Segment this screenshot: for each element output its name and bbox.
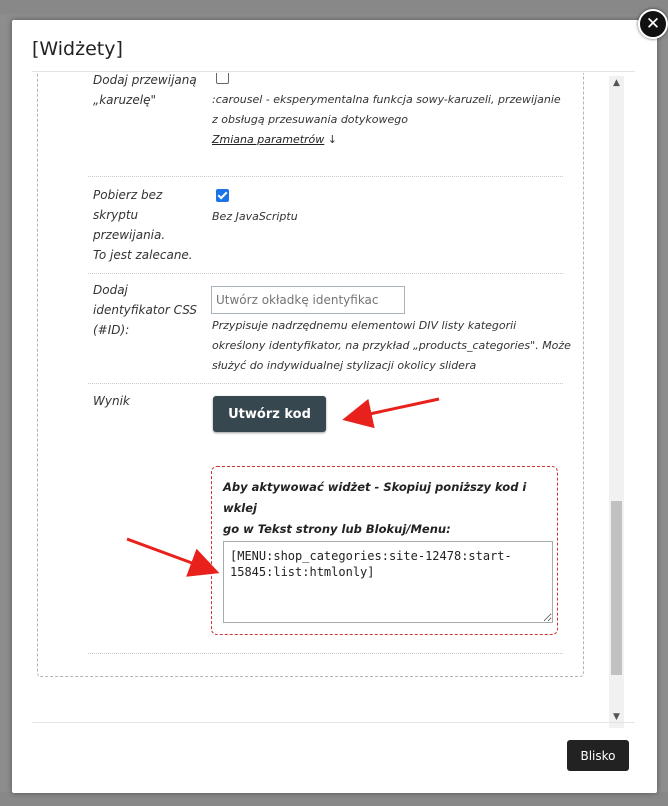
page-backdrop-top (0, 0, 668, 14)
code-textarea[interactable] (223, 541, 553, 623)
noscript-description: Bez JavaScriptu (212, 210, 298, 223)
footer-divider (32, 722, 635, 723)
row-divider (88, 176, 563, 177)
arrow-to-code-icon (123, 533, 223, 578)
close-button[interactable]: Blisko (567, 740, 629, 771)
css-id-input[interactable] (211, 286, 405, 314)
carousel-label: Dodaj przewijaną „karuzelę" (93, 73, 197, 107)
noscript-checkbox[interactable] (216, 189, 229, 202)
row-divider (88, 273, 563, 274)
css-id-description: Przypisuje nadrzędnemu elementowi DIV listy kategorii określony identyfikator, na przykład „products_categories". Może służyć do indywidualnej stylizacji okolicy slidera (212, 319, 571, 372)
noscript-label: Pobierz bez skryptu przewijania. To jest zalecane. (93, 188, 193, 262)
scroll-down-icon[interactable]: ▼ (613, 712, 620, 722)
code-instructions: Aby aktywować widżet - Skopiuj poniższy kod i wklej go w Tekst strony lub Blokuj/Menu: (223, 480, 527, 536)
carousel-checkbox[interactable] (216, 73, 229, 84)
close-icon[interactable]: ✕ (638, 9, 668, 39)
arrow-down-icon: ↓ (327, 133, 338, 146)
arrow-to-button-icon (327, 391, 447, 431)
change-params-link[interactable]: Zmiana parametrów (212, 133, 325, 146)
row-divider (88, 383, 563, 384)
result-label: Wynik (93, 394, 130, 408)
vertical-scrollbar[interactable] (609, 76, 624, 728)
page-backdrop-bottom (0, 792, 668, 806)
carousel-description: :carousel - eksperymentalna funkcja sowy-karuzeli, przewijanie z obsługą przesuwania dotykowego Zmiana parametrów ↓ (212, 93, 561, 146)
widgets-dialog (12, 20, 657, 793)
row-divider (88, 653, 563, 654)
title-divider (32, 71, 635, 72)
scrollbar-thumb[interactable] (611, 501, 622, 675)
dialog-title: [Widżety] (32, 38, 123, 60)
code-output-box (211, 466, 558, 635)
dialog-scroll-area[interactable] (37, 73, 623, 728)
css-id-label: Dodaj identyfikator CSS (#ID): (93, 283, 198, 337)
generate-code-button[interactable]: Utwórz kod (213, 396, 326, 432)
scroll-up-icon[interactable]: ▲ (613, 78, 620, 88)
